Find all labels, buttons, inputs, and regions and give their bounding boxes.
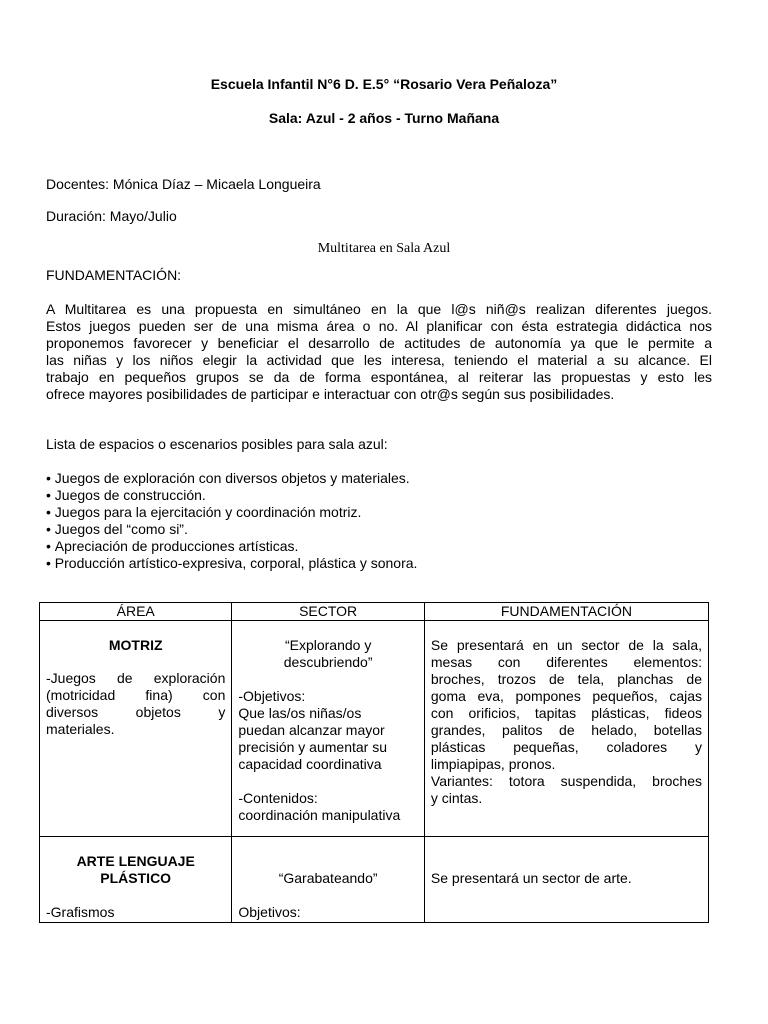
text-line: -Juegos de exploración xyxy=(46,670,226,686)
area-description xyxy=(46,670,225,738)
sector-title xyxy=(238,637,418,671)
list-item: • Juegos de construcción. xyxy=(46,487,417,504)
text-line: capacidad coordinativa xyxy=(238,756,382,772)
list-item: • Juegos de exploración con diversos objetos y materiales. xyxy=(46,470,417,487)
header-sector: SECTOR xyxy=(232,603,425,621)
paragraph-line: las niñas y los niños elegir la actividad que les interesa, teniendo el material a su alcance. El xyxy=(46,352,712,368)
list-item: • Apreciación de producciones artísticas. xyxy=(46,538,417,555)
header-fundamentacion: FUNDAMENTACIÓN xyxy=(424,603,708,621)
paragraph-line: Estos juegos pueden ser de una misma área o no. Al planificar con ésta estrategia didáctica nos xyxy=(46,318,712,334)
text-line: materiales. xyxy=(46,721,115,737)
area-title-line: ARTE LENGUAJE xyxy=(76,853,195,869)
espacios-list xyxy=(46,470,417,572)
fundamentacion-paragraph xyxy=(46,301,712,403)
paragraph-line: ofrece mayores posibilidades de participar e interactuar con otr@s según sus posibilidades. xyxy=(46,386,615,402)
paragraph-line: A Multitarea es una propuesta en simultáneo en la que l@s niñ@s realizan diferentes juegos. xyxy=(46,301,712,317)
sector-contenidos-label: -Contenidos: xyxy=(238,790,318,806)
text-line: puedan alcanzar mayor xyxy=(238,722,385,738)
text-line: y cintas. xyxy=(430,790,483,806)
list-item: • Producción artístico-expresiva, corporal, plástica y sonora. xyxy=(46,555,417,572)
sector-cell xyxy=(232,837,425,923)
duracion-line: Duración: Mayo/Julio xyxy=(46,208,177,224)
text-line: broches, trozos de tela, planchas de xyxy=(430,671,702,687)
text-line: Se presentará en un sector de la sala, xyxy=(430,637,702,653)
header-area: ÁREA xyxy=(40,603,232,621)
fundamentacion-heading: FUNDAMENTACIÓN: xyxy=(46,267,182,283)
sector-objetivos-label: -Objetivos: xyxy=(238,688,306,704)
text-line: goma eva, pompones pequeños, cajas xyxy=(430,688,702,704)
sala-title: Sala: Azul - 2 años - Turno Mañana xyxy=(268,110,500,126)
sector-title-line: descubriendo” xyxy=(283,654,373,670)
sector-title: “Garabateando” xyxy=(278,870,378,886)
docentes-line: Docentes: Mónica Díaz – Micaela Longueira xyxy=(46,176,321,192)
area-title-line: PLÁSTICO xyxy=(100,870,172,886)
text-line: precisión y aumentar su xyxy=(238,739,388,755)
paragraph-line: trabajo en pequeños grupos se da de forma espontánea, al reiterar las propuestas y esto les xyxy=(46,369,712,385)
fundamentacion-text xyxy=(431,637,702,807)
planning-table xyxy=(39,602,709,923)
table-header-row xyxy=(40,603,709,621)
sector-title-line: “Explorando y xyxy=(284,637,372,653)
fundamentacion-cell xyxy=(424,621,708,837)
sector-objetivos-text xyxy=(238,705,418,773)
sector-objetivos-label: Objetivos: xyxy=(238,904,301,920)
text-line: con orificios, tapitas plásticas, fideos xyxy=(430,705,702,721)
text-line: plásticas pequeñas, coladores y xyxy=(430,739,702,755)
sector-contenidos-text: coordinación manipulativa xyxy=(238,807,401,823)
text-line: Variantes: totora suspendida, broches xyxy=(430,773,702,789)
list-item: • Juegos para la ejercitación y coordinación motriz. xyxy=(46,504,417,521)
area-title xyxy=(46,853,225,887)
fundamentacion-cell xyxy=(424,837,708,923)
table-row xyxy=(40,837,709,923)
area-title: MOTRIZ xyxy=(108,637,163,653)
text-line: (motricidad fina) con xyxy=(46,687,226,703)
school-title: Escuela Infantil N°6 D. E.5° “Rosario Vera Peñaloza” xyxy=(210,76,558,92)
lista-heading: Lista de espacios o escenarios posibles para sala azul: xyxy=(46,436,388,452)
text-line: diversos objetos y xyxy=(46,704,226,720)
area-subtitle: -Grafismos xyxy=(46,904,115,920)
area-cell xyxy=(40,837,232,923)
text-line: grandes, palitos de helado, botellas xyxy=(430,722,702,738)
text-line: Que las/os niñas/os xyxy=(238,705,362,721)
paragraph-line: proponemos favorecer y beneficiar el desarrollo de actitudes de autonomía ya que le permite a xyxy=(46,335,712,351)
area-cell xyxy=(40,621,232,837)
document-subtitle: Multitarea en Sala Azul xyxy=(317,241,451,256)
text-line: limpiapipas, pronos. xyxy=(430,756,556,772)
list-item: • Juegos del “como si”. xyxy=(46,521,417,538)
sector-cell xyxy=(232,621,425,837)
text-line: mesas con diferentes elementos: xyxy=(430,654,702,670)
table-row xyxy=(40,621,709,837)
fundamentacion-text: Se presentará un sector de arte. xyxy=(430,870,632,886)
